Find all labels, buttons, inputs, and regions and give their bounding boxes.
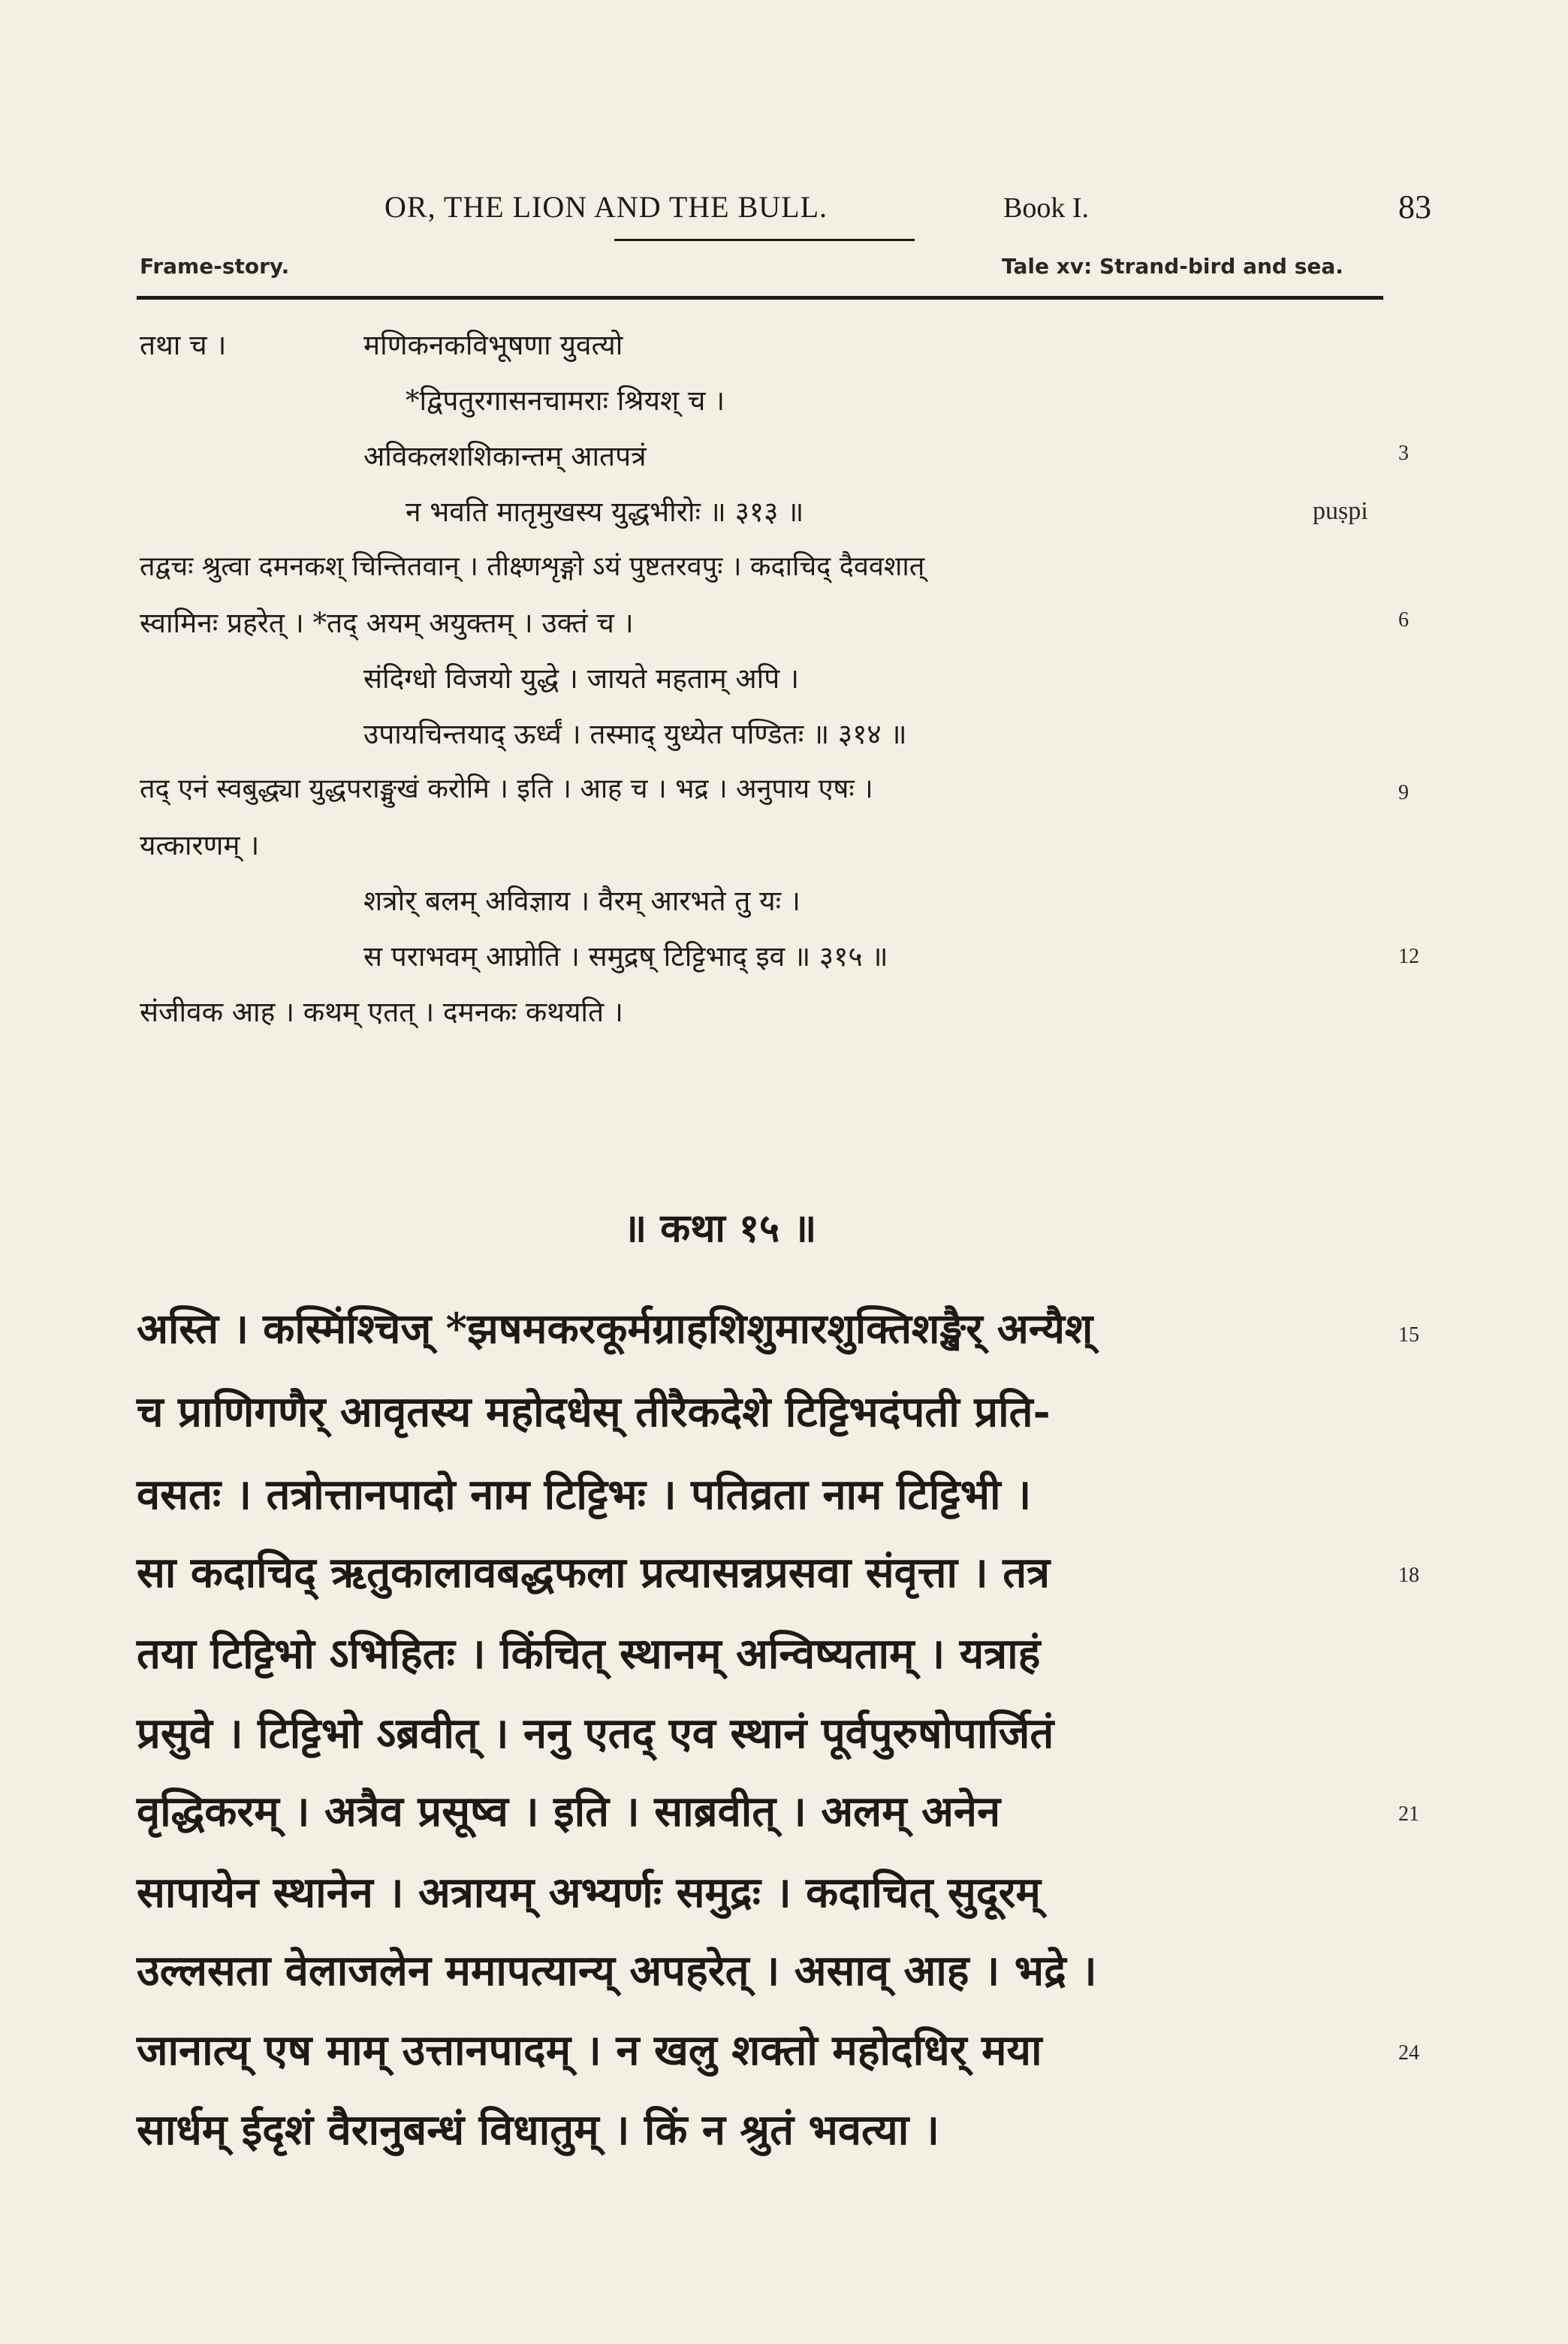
header-rule: [137, 296, 1383, 300]
tale-line: सा कदाचिद् ऋतुकालावबद्धफला प्रत्यासन्नप्रसवा संवृत्ता । तत्र: [137, 1548, 1051, 1597]
tale-line: अस्ति । कस्मिंश्चिज् *झषमकरकूर्मग्राहशिशुमारशुक्तिशङ्खैर् अन्यैश्: [137, 1304, 1093, 1353]
line-number: 15: [1398, 1323, 1419, 1347]
tale-line: वसतः । तत्रोत्तानपादो नाम टिट्टिभः । पतिव्रता नाम टिट्टिभी ।: [137, 1470, 1032, 1519]
verse-line: उपायचिन्तयाद् ऊर्ध्वं । तस्माद् युध्येत पण्डितः ॥ ३१४ ॥: [363, 718, 907, 750]
line-number: 9: [1398, 781, 1409, 804]
verse-line: *द्विपतुरगासनचामराः श्रियश् च ।: [406, 385, 725, 417]
line-number: 3: [1398, 442, 1409, 465]
line-number: 21: [1398, 1802, 1419, 1826]
text-line: यत्कारणम् ।: [140, 829, 260, 861]
sidenote-left: Frame-story.: [140, 254, 290, 279]
tale-line: वृद्धिकरम् । अत्रैव प्रसूष्व । इति । साब्रवीत् । अलम् अनेन: [137, 1787, 1001, 1836]
tale-line: तया टिट्टिभो ऽभिहितः । किंचित् स्थानम् अन्विष्यताम् । यत्राहं: [137, 1629, 1041, 1679]
tale-line: जानात्य् एष माम् उत्तानपादम् । न खलु शक्तो महोदधिर् मया: [137, 2026, 1042, 2075]
verse-line: संदिग्धो विजयो युद्धे । जायते महताम् अपि ।: [363, 662, 800, 695]
tale-heading: ॥ कथा १५ ॥: [623, 1205, 817, 1251]
page-number: 83: [1398, 189, 1431, 225]
tale-line: सार्धम् ईदृशं वैरानुबन्धं विधातुम् । किं न श्रुतं भवत्या ।: [137, 2105, 939, 2155]
text-line: स्वामिनः प्रहरेत् । *तद् अयम् अयुक्तम् । उक्तं च ।: [140, 607, 634, 639]
text-line: तद् एनं स्वबुद्ध्या युद्धपराङ्मुखं करोमि । इति । आह च । भद्र । अनुपाय एषः ।: [140, 774, 873, 804]
verse-line: अविकलशशिकान्तम् आतपत्रं: [363, 440, 647, 472]
marginal-note: puṣpi: [1313, 497, 1368, 525]
book-label: Book I.: [1003, 192, 1089, 224]
verse-line: शत्रोर् बलम् अविज्ञाय । वैरम् आरभते तु यः ।: [363, 885, 801, 917]
line-number: 12: [1398, 945, 1419, 968]
title-underline: [614, 239, 915, 241]
line-number: 24: [1398, 2041, 1419, 2065]
verse-line: न भवति मातृमुखस्य युद्धभीरोः ॥ ३१३ ॥: [406, 496, 804, 528]
line-number: 18: [1398, 1564, 1419, 1587]
tale-line: प्रसुवे । टिट्टिभो ऽब्रवीत् । ननु एतद् एव स्थानं पूर्वपुरुषोपार्जितं: [137, 1709, 1054, 1758]
running-title: OR, THE LION AND THE BULL.: [384, 190, 828, 224]
text-line: तथा च ।: [140, 329, 227, 361]
verse-line: स पराभवम् आप्नोति । समुद्रष् टिट्टिभाद् इव ॥ ३१५ ॥: [363, 940, 888, 973]
text-line: तद्वचः श्रुत्वा दमनकश् चिन्तितवान् । तीक्ष्णशृङ्गो ऽयं पुष्टतरवपुः । कदाचिद् दैववशात्: [140, 551, 925, 582]
tale-line: सापायेन स्थानेन । अत्रायम् अभ्यर्णः समुद्रः । कदाचित् सुदूरम्: [137, 1868, 1041, 1917]
tale-line: उल्लसता वेलाजलेन ममापत्यान्य् अपहरेत् । असाव् आह । भद्रे ।: [137, 1946, 1097, 1996]
text-line: संजीवक आह । कथम् एतत् । दमनकः कथयति ।: [140, 996, 623, 1028]
tale-line: च प्राणिगणैर् आवृतस्य महोदधेस् तीरैकदेशे टिट्टिभदंपती प्रति-: [137, 1387, 1051, 1437]
verse-line: मणिकनकविभूषणा युवत्यो: [363, 329, 623, 361]
line-number: 6: [1398, 608, 1409, 632]
sidenote-right: Tale xv: Strand-bird and sea.: [1002, 254, 1343, 279]
